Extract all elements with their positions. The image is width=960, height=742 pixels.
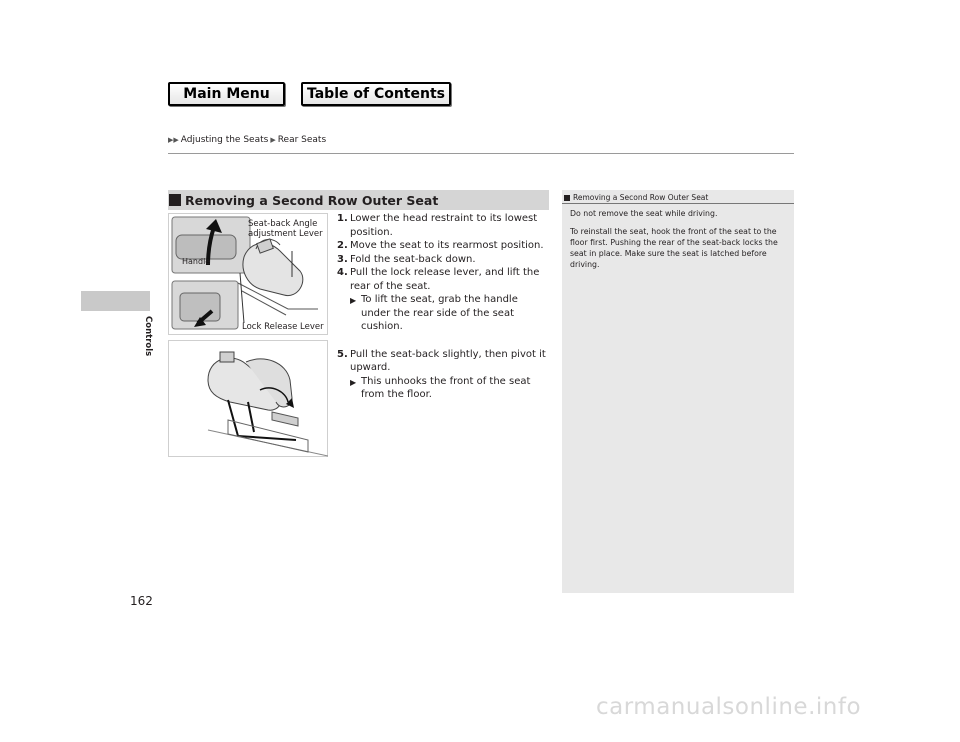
table-of-contents-button[interactable]: Table of Contents [301,82,451,106]
note-marker-icon [564,195,570,201]
step-text: Move the seat to its rearmost position. [350,240,544,251]
step-substep [337,375,549,402]
note-paragraph: To reinstall the seat, hook the front of the seat to the floor first. Pushing the rear of the seat-back locks the seat in place. Make sure the seat is latched before driving. [570,227,778,269]
step-text: Lower the head restraint to its lowest position. [350,213,538,238]
instruction-steps [337,212,549,402]
section-title: Removing a Second Row Outer Seat [185,192,439,208]
chapter-label: Controls [143,316,153,357]
handle-label: Handle [182,257,211,266]
main-menu-button[interactable]: Main Menu [168,82,285,106]
step-number: 5. [337,348,348,360]
breadcrumb [168,135,326,145]
note-title[interactable]: Removing a Second Row Outer Seat [573,193,709,202]
substep-arrow-icon: ▶ [350,377,357,387]
note-header [562,192,794,204]
step-text: Pull the lock release lever, and lift the rear of the seat. [350,267,540,292]
note-body [570,208,790,277]
substep-text: This unhooks the front of the seat from the floor. [361,375,531,400]
note-paragraph: Do not remove the seat while driving. [570,209,718,218]
step-item [337,348,549,375]
breadcrumb-arrow-icon: ▶ [270,136,276,144]
seat-pivot-drawing [168,340,328,457]
step-item [337,212,549,239]
header-divider [168,153,794,154]
step-number: 3. [337,253,348,265]
chapter-tab [81,291,150,311]
step-number: 4. [337,267,348,278]
breadcrumb-item[interactable]: Adjusting the Seats [180,135,269,145]
breadcrumb-item[interactable]: Rear Seats [277,135,327,145]
step-substep [337,293,549,334]
step-item [337,266,549,293]
section-header [168,190,549,210]
watermark-text: carmanualsonline.info [596,694,862,720]
section-square-icon [169,194,181,206]
breadcrumb-arrow-icon: ▶▶ [168,136,179,144]
step-item [337,239,549,253]
seat-levers-illustration [168,213,328,335]
lock-release-lever-label: Lock Release Lever [242,322,324,332]
seat-back-angle-lever-label: Seat-back Angle adjustment Lever [248,219,323,239]
step-text: Pull the seat-back slightly, then pivot it upward. [350,348,546,373]
seat-pivot-illustration [168,340,328,457]
step-number: 2. [337,240,348,251]
substep-text: To lift the seat, grab the handle under the rear side of the seat cushion. [361,294,518,332]
step-number: 1. [337,213,348,224]
step-text: Fold the seat-back down. [350,253,476,265]
substep-arrow-icon: ▶ [350,296,357,305]
page-number: 162 [130,594,153,608]
step-item [337,253,549,267]
